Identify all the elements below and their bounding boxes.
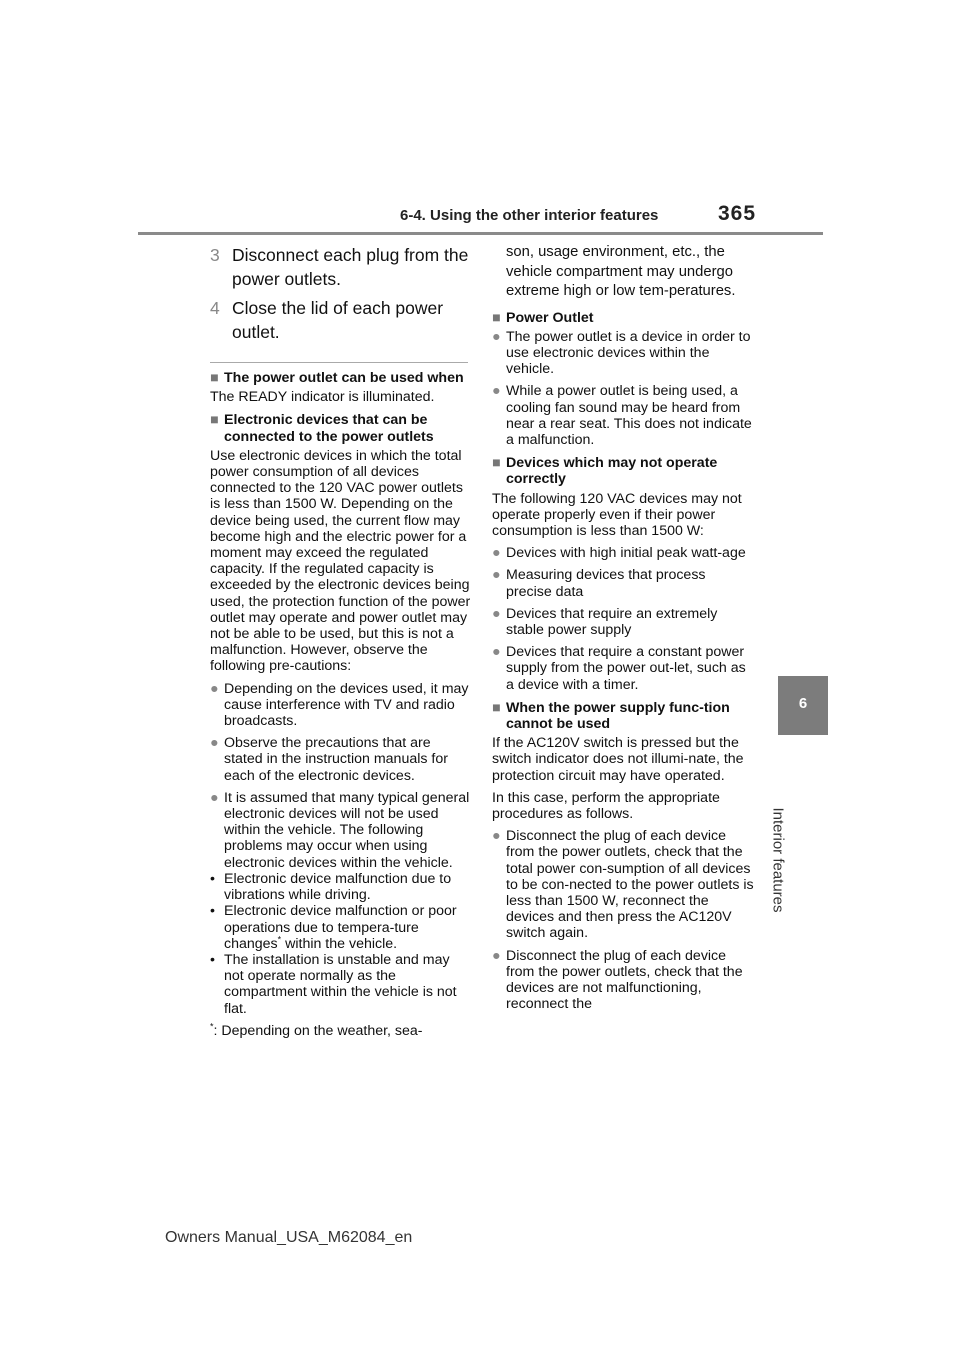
step-number: 4: [210, 298, 220, 318]
chapter-label: Interior features: [769, 807, 787, 913]
sub-item: • Electronic device malfunction or poor operations due to tempera-ture changes* within the vehicle.: [210, 903, 457, 952]
bullet-icon: ●: [492, 545, 501, 562]
list-item: ● Devices that require a constant power supply from the power out-let, such as a device with a timer.: [492, 644, 746, 693]
bullet-icon: ●: [492, 567, 501, 584]
footnote-mark: *: [277, 933, 282, 944]
step-text: Close the lid of each power outlet.: [232, 298, 444, 342]
paragraph: The following 120 VAC devices may not operate properly even if their power consumption is less than 1500 W:: [492, 490, 742, 539]
dash-icon: •: [210, 870, 215, 887]
square-bullet-icon: ■: [210, 412, 219, 429]
bullet-icon: ●: [210, 680, 219, 697]
page-number: 365: [718, 202, 757, 225]
step-4: [210, 296, 472, 344]
header-rule: [138, 232, 823, 235]
right-column: [492, 243, 754, 1018]
sub-item: • Electronic device malfunction due to vibrations while driving.: [210, 870, 452, 904]
list-item: ● Devices that require an extremely stable power supply: [492, 605, 718, 638]
paragraph: The READY indicator is illuminated.: [210, 389, 435, 406]
list-item: ● Disconnect the plug of each device from the power outlets, check that the total power con-sumption of all devices to be con-nected to the power outlets is less than 1500 W, reconnect the devices and then press the AC120V switch again.: [492, 828, 754, 942]
chapter-number: 6: [798, 695, 808, 712]
subheading: ■ When the power supply func-tion cannot be used: [492, 699, 730, 732]
footnote: *: Depending on the weather, sea-: [210, 1020, 423, 1039]
bullet-icon: ●: [492, 828, 501, 845]
dash-icon: •: [210, 903, 215, 920]
bullet-icon: ●: [492, 605, 501, 622]
bullet-icon: ●: [492, 383, 501, 400]
subheading: ■ Power Outlet: [492, 309, 594, 326]
bullet-icon: ●: [492, 328, 501, 345]
list-item: ● Observe the precautions that are stated in the instruction manuals for each of the electronic devices.: [210, 735, 448, 784]
square-bullet-icon: ■: [210, 370, 219, 386]
bullet-icon: ●: [492, 644, 501, 661]
left-column: [210, 243, 472, 1045]
sub-item: • The installation is unstable and may not operate normally as the compartment within the vehicle is not flat.: [210, 951, 457, 1017]
footnote-mark: *: [210, 1020, 214, 1031]
bullet-icon: ●: [210, 735, 219, 752]
square-bullet-icon: ■: [492, 455, 501, 472]
step-3: [210, 243, 472, 291]
paragraph: Use electronic devices in which the total power consumption of all devices connected to the 120 VAC power outlets is less than 1500 W. Depending on the device being used, the current flow may become high and the electric power for a moment may exceed the regulated capacity. If the regulated capacity is exceeded by the electronic devices being used, the protection function of the power outlet may operate and power outlet may not be able to be used, but this is not a malfunction. However, observe the following pre-cautions:: [210, 447, 471, 675]
paragraph: In this case, perform the appropriate procedures as follows.: [492, 789, 720, 822]
list-item: ● The power outlet is a device in order to use electronic devices within the vehicle.: [492, 328, 751, 378]
step-text: Disconnect each plug from the power outlets.: [232, 245, 469, 289]
chapter-tab: [778, 676, 828, 735]
subheading: ■ Electronic devices that can be connected to the power outlets: [210, 412, 434, 445]
list-item: ● Disconnect the plug of each device from the power outlets, check that the devices are not malfunctioning, reconnect the: [492, 947, 743, 1013]
square-bullet-icon: ■: [492, 699, 501, 716]
section-divider: [210, 362, 468, 363]
list-item: ● While a power outlet is being used, a cooling fan sound may be heard from near a rear seat. This does not indicate a malfunction.: [492, 383, 752, 448]
list-item: ● It is assumed that many typical general electronic devices will not be used within the vehicle. The following problems may occur when using electronic devices within the vehicle. • Electronic device malfunction due to vibrations while driving. • Electronic device malfunction or poor operations due to tempera-ture changes* within the vehicle. • The installation is unstable and may not operate normally as the compartment within the vehicle is not flat.: [210, 790, 472, 1017]
list-item: ● Depending on the devices used, it may cause interference with TV and radio broadcasts.: [210, 680, 469, 730]
section-title: 6-4. Using the other interior features: [400, 207, 659, 224]
list-item: ● Measuring devices that process precise data: [492, 567, 706, 600]
square-bullet-icon: ■: [492, 309, 501, 326]
continued-text: son, usage environment, etc., the vehicle compartment may undergo extreme high or low tem-peratures.: [506, 244, 736, 299]
paragraph: If the AC120V switch is pressed but the switch indicator does not illumi-nate, the protection circuit may have operated.: [492, 735, 744, 784]
bullet-icon: ●: [492, 947, 501, 964]
subheading: ■ Devices which may not operate correctly: [492, 455, 718, 488]
list-item: ● Devices with high initial peak watt-age: [492, 545, 746, 562]
dash-icon: •: [210, 951, 215, 968]
bullet-icon: ●: [210, 789, 219, 806]
step-number: 3: [210, 245, 220, 265]
footer-text: Owners Manual_USA_M62084_en: [165, 1229, 413, 1246]
subheading: ■ The power outlet can be used when: [210, 370, 464, 386]
